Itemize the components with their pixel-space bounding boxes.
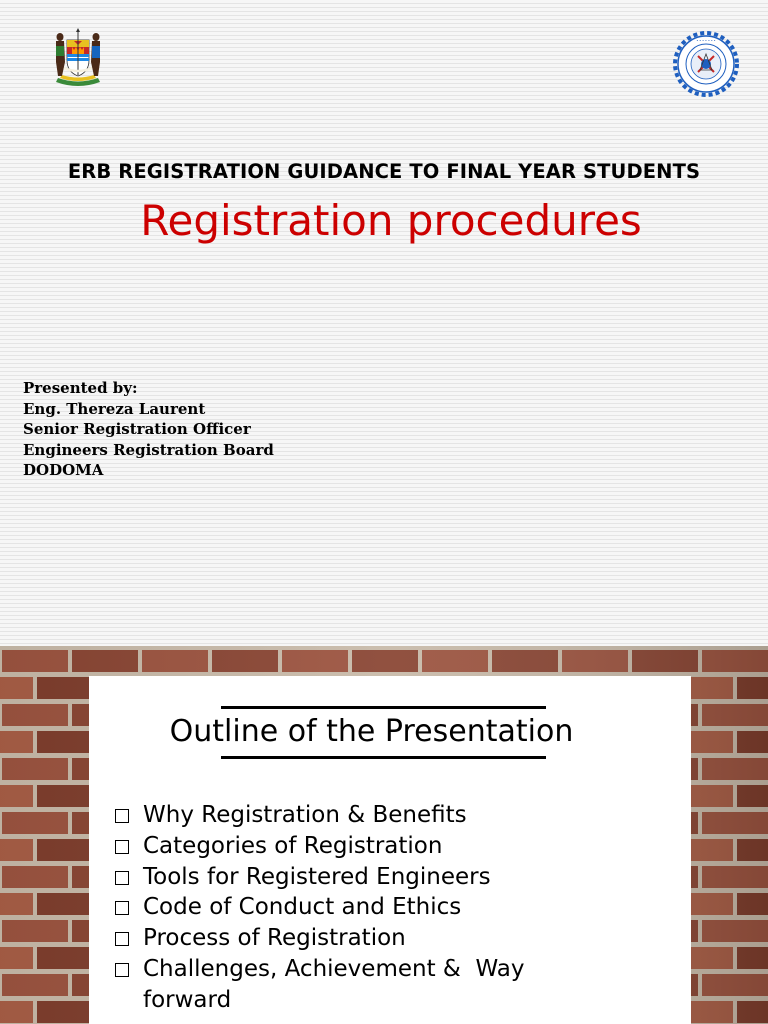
list-item <box>113 892 573 923</box>
title-top-rule <box>221 706 546 709</box>
list-item <box>113 800 573 831</box>
list-item-text: Code of Conduct and Ethics <box>143 894 462 921</box>
slide-title: Registration procedures <box>140 196 642 245</box>
list-item-text: Categories of Registration <box>143 832 443 859</box>
presenter-location: DODOMA <box>23 461 104 479</box>
list-item-text: Why Registration & Benefits <box>143 802 467 828</box>
outline-title: Outline of the Presentation <box>169 714 574 749</box>
presenter-label: Presented by: <box>23 379 138 397</box>
svg-text:• • • • • • •: • • • • • • • <box>696 39 716 43</box>
list-item <box>113 923 573 954</box>
hollow-square-bullet-icon <box>115 963 129 977</box>
hollow-square-bullet-icon <box>115 840 129 854</box>
hollow-square-bullet-icon <box>115 901 129 915</box>
hollow-square-bullet-icon <box>115 932 129 946</box>
coat-of-arms-logo <box>48 28 108 90</box>
list-item <box>113 954 573 1016</box>
list-item-text: Challenges, Achievement & Way forward <box>143 955 532 1013</box>
list-item <box>113 831 573 862</box>
hollow-square-bullet-icon <box>115 809 129 823</box>
title-bottom-rule <box>221 756 546 759</box>
presenter-role: Senior Registration Officer <box>23 420 251 438</box>
hollow-square-bullet-icon <box>115 871 129 885</box>
list-item <box>113 862 573 893</box>
outline-list <box>113 800 573 1016</box>
presenter-organization: Engineers Registration Board <box>23 440 274 459</box>
list-item-text: Tools for Registered Engineers <box>143 863 491 890</box>
outline-content-box <box>89 676 691 1024</box>
slide-heading: ERB REGISTRATION GUIDANCE TO FINAL YEAR STUDENTS <box>67 160 701 183</box>
presenter-block <box>23 378 274 481</box>
outline-slide <box>0 646 768 1024</box>
list-item-text: Process of Registration <box>143 925 406 952</box>
presenter-name: Eng. Thereza Laurent <box>23 399 206 418</box>
erb-logo <box>672 30 740 98</box>
